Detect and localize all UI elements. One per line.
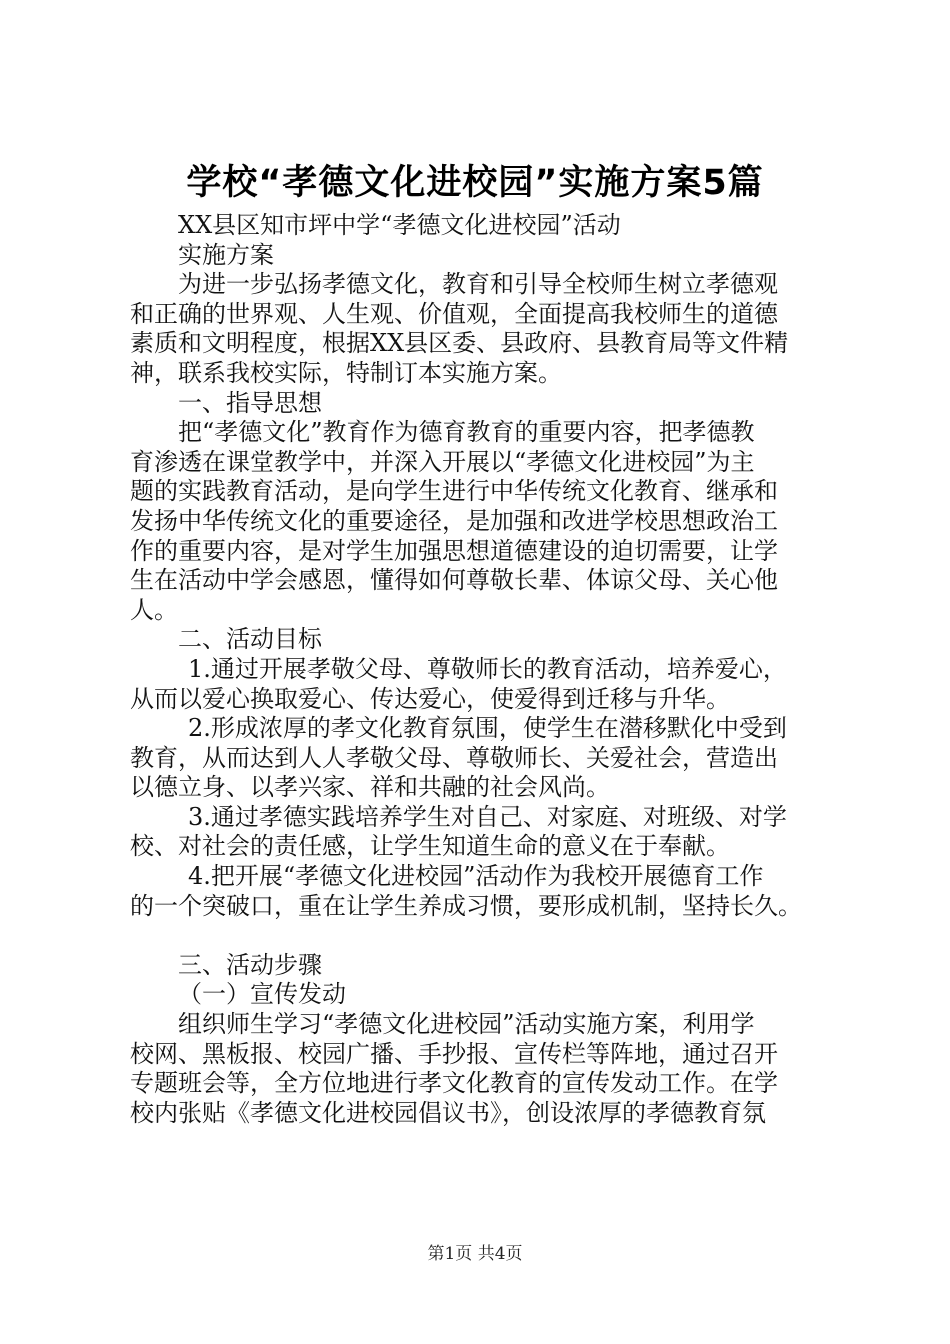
subtitle-line: XX县区知市坪中学“孝德文化进校园”活动 <box>178 211 621 239</box>
subsection-heading: （一）宣传发动 <box>178 980 346 1009</box>
list-item-line: 教育，从而达到人人孝敬父母、尊敬师长、关爱社会，营造出 <box>130 743 778 772</box>
paragraph-line: 为进一步弘扬孝德文化，教育和引导全校师生树立孝德观 <box>178 270 778 299</box>
document-body <box>130 211 830 1128</box>
list-item-line: 3.通过孝德实践培养学生对自己、对家庭、对班级、对学 <box>188 802 787 831</box>
paragraph-line: 生在活动中学会感恩，懂得如何尊敬长辈、体谅父母、关心他 <box>130 566 778 595</box>
paragraph-line: 发扬中华传统文化的重要途径，是加强和改进学校思想政治工 <box>130 506 778 535</box>
paragraph-line: 把“孝德文化”教育作为德育教育的重要内容，把孝德教 <box>178 418 755 447</box>
paragraph-line: 神，联系我校实际，特制订本实施方案。 <box>130 358 562 387</box>
paragraph-line: 素质和文明程度，根据XX县区委、县政府、县教育局等文件精 <box>130 329 789 358</box>
section-heading: 三、活动步骤 <box>178 950 322 979</box>
list-item-line: 4.把开展“孝德文化进校园”活动作为我校开展德育工作 <box>188 862 764 891</box>
paragraph-line: 作的重要内容，是对学生加强思想道德建设的迫切需要，让学 <box>130 536 778 565</box>
subtitle-line: 实施方案 <box>178 240 274 269</box>
paragraph-line: 人。 <box>130 595 178 624</box>
list-item-line: 校、对社会的责任感，让学生知道生命的意义在于奉献。 <box>130 832 730 861</box>
paragraph-line: 专题班会等，全方位地进行孝文化教育的宣传发动工作。在学 <box>130 1069 778 1098</box>
document-title: 学校“孝德文化进校园”实施方案5篇 <box>186 163 764 203</box>
paragraph-line: 育渗透在课堂教学中，并深入开展以“孝德文化进校园”为主 <box>130 447 755 476</box>
list-item-line: 以德立身、以孝兴家、祥和共融的社会风尚。 <box>130 773 610 802</box>
paragraph-line: 校网、黑板报、校园广播、手抄报、宣传栏等阵地，通过召开 <box>130 1039 778 1068</box>
list-item-line: 2.形成浓厚的孝文化教育氛围，使学生在潜移默化中受到 <box>188 714 787 743</box>
list-item-line: 的一个突破口，重在让学生养成习惯，要形成机制，坚持长久。 <box>130 891 802 920</box>
list-item-line: 从而以爱心换取爱心、传达爱心，使爱得到迁移与升华。 <box>130 684 730 713</box>
paragraph-line: 题的实践教育活动，是向学生进行中华传统文化教育、继承和 <box>130 477 778 506</box>
blank-line <box>130 921 830 951</box>
paragraph-line: 校内张贴《孝德文化进校园倡议书》，创设浓厚的孝德教育氛 <box>130 1098 766 1127</box>
list-item-line: 1.通过开展孝敬父母、尊敬师长的教育活动，培养爱心， <box>188 654 787 683</box>
page-number-footer: 第1页 共4页 <box>427 1244 523 1264</box>
section-heading: 二、活动目标 <box>178 625 322 654</box>
section-heading: 一、指导思想 <box>178 388 322 417</box>
paragraph-line: 和正确的世界观、人生观、价值观，全面提高我校师生的道德 <box>130 299 778 328</box>
paragraph-line: 组织师生学习“孝德文化进校园”活动实施方案，利用学 <box>178 1010 755 1039</box>
